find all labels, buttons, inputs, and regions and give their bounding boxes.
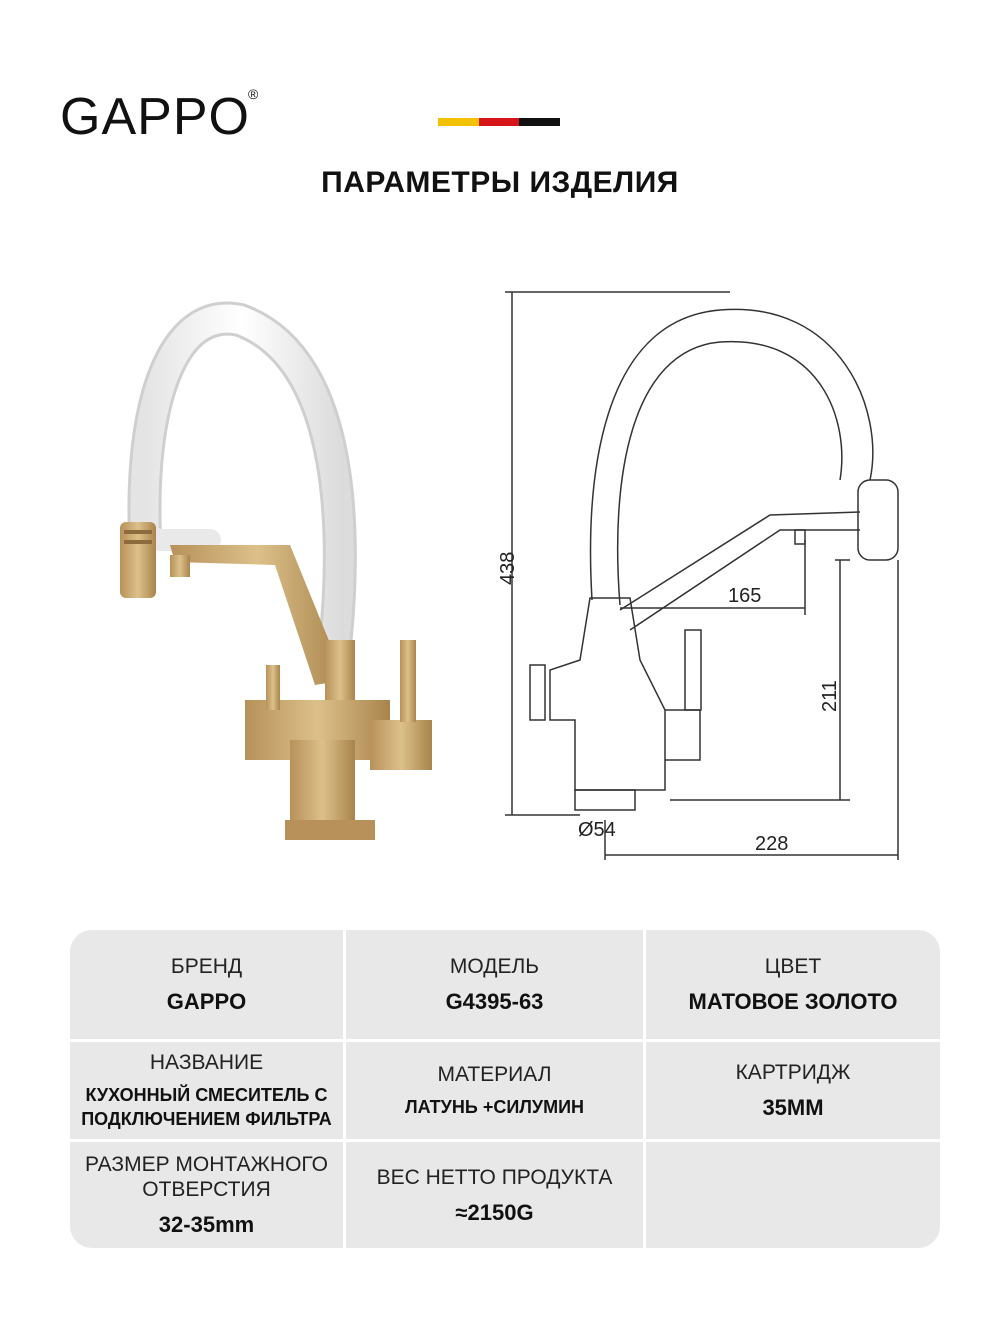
spec-label: БРЕНД: [170, 955, 243, 978]
spec-value: ЛАТУНЬ +СИЛУМИН: [404, 1097, 585, 1117]
spec-label: КАРТРИДЖ: [735, 1061, 851, 1084]
spec-value: 32-35mm: [158, 1212, 255, 1237]
spec-label: МАТЕРИАЛ: [437, 1063, 552, 1086]
dim-height-label: 438: [497, 551, 519, 585]
spec-value: 35MM: [762, 1095, 824, 1120]
spec-cell-empty: [646, 1142, 940, 1248]
dim-spout-height-label: 211: [819, 680, 841, 712]
spec-label: МОДЕЛЬ: [449, 955, 540, 978]
spec-label: ВЕС НЕТТО ПРОДУКТА: [376, 1165, 613, 1189]
dimension-drawing: [490, 280, 920, 870]
dim-depth-label: 228: [755, 833, 789, 855]
registered-mark: ®: [248, 86, 259, 102]
spec-value: GAPPO: [166, 989, 247, 1014]
dim-reach-label: 165: [728, 585, 762, 607]
spec-cell-brand: [70, 930, 346, 1042]
spec-value: КУХОННЫЙ СМЕСИТЕЛЬ С ПОДКЛЮЧЕНИЕМ ФИЛЬТРА: [81, 1085, 332, 1129]
spec-cell-material: [346, 1042, 646, 1142]
specs-table: [70, 930, 940, 1248]
gappo-logo: [60, 82, 250, 152]
spec-cell-name: [70, 1042, 346, 1142]
spec-label: РАЗМЕР МОНТАЖНОГО ОТВЕРСТИЯ: [85, 1153, 328, 1201]
spec-label: НАЗВАНИЕ: [149, 1051, 264, 1074]
logo-text: GAPPO: [60, 88, 250, 146]
spec-value: ≈2150G: [455, 1199, 534, 1225]
faucet-photo: [100, 300, 480, 860]
spec-cell-model: [346, 930, 646, 1042]
spec-cell-mount-hole: [70, 1142, 346, 1248]
spec-cell-cartridge: [646, 1042, 940, 1142]
page-title: ПАРАМЕТРЫ ИЗДЕЛИЯ: [321, 166, 679, 199]
spec-cell-color: [646, 930, 940, 1042]
spec-value: G4395-63: [445, 989, 544, 1014]
spec-label: ЦВЕТ: [764, 955, 822, 978]
german-flag-stripe: [438, 118, 560, 126]
spec-value: МАТОВОЕ ЗОЛОТО: [688, 989, 898, 1014]
flag-stripe-red: [479, 118, 520, 126]
flag-stripe-black: [519, 118, 560, 126]
dim-diameter-label: Ø54: [578, 819, 616, 841]
spec-cell-weight: [346, 1142, 646, 1248]
flag-stripe-yellow: [438, 118, 479, 126]
